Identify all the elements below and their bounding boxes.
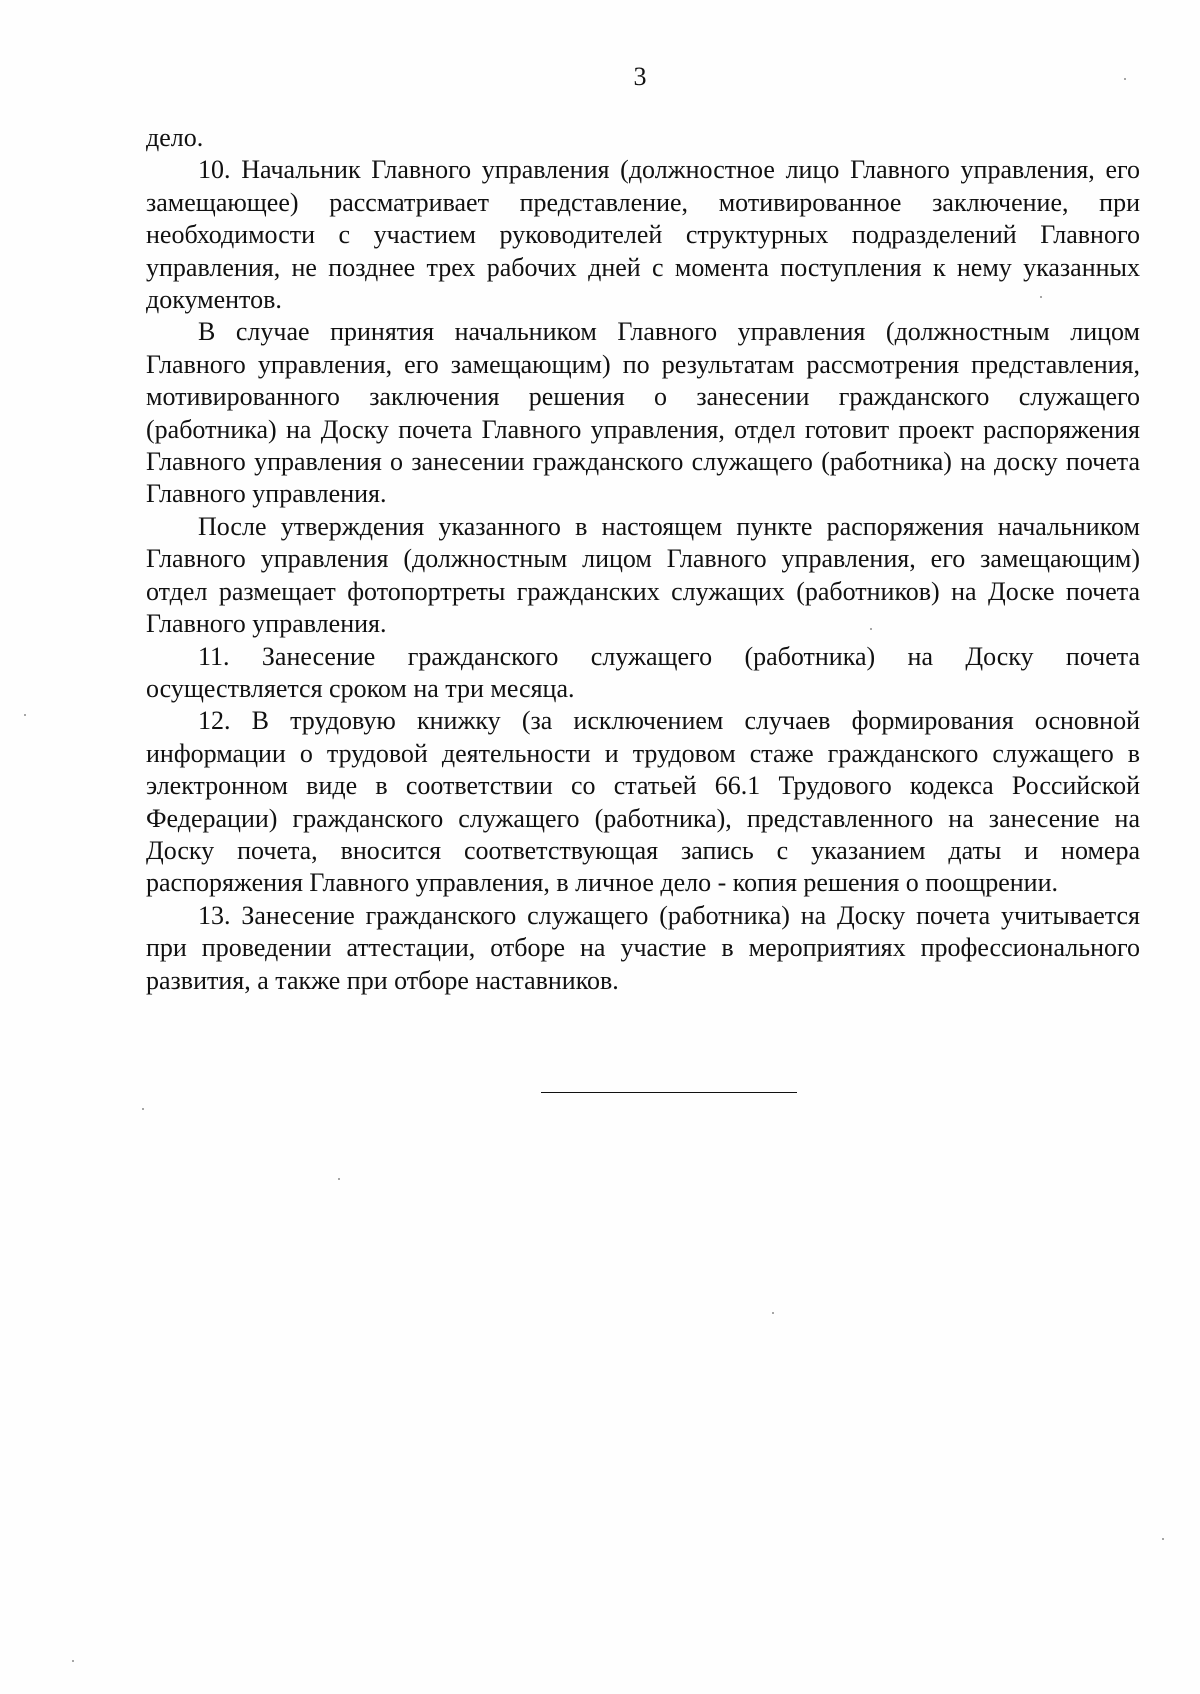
scan-speck: [338, 1178, 340, 1180]
scan-speck: [1040, 296, 1042, 298]
paragraph-continuation: дело.: [146, 123, 204, 152]
paragraph-after-approval: После утверждения указанного в настоящем пункте распоряжения начальником Главного управления (должностным лицом Главного управления, его замещающим) отдел размещает фотопортреты гражданских служащих (работников) на Доске почета Главного управления.: [146, 511, 1140, 639]
paragraph-item-11: 11. Занесение гражданского служащего (работника) на Доску почета осуществляется сроком на три месяца.: [146, 641, 1140, 703]
paragraph-decision: В случае принятия начальником Главного управления (должностным лицом Главного управления, его замещающим) по результатам рассмотрения представления, мотивированного заключения решения о занесении гражданского служащего (работника) на Доску почета Главного управления, отдел готовит проект распоряжения Главного управления о занесении гражданского служащего (работника) на доску почета Главного управления.: [146, 317, 1140, 509]
scan-speck: [870, 628, 872, 630]
scan-speck: [1162, 1538, 1164, 1540]
scan-speck: [772, 1312, 774, 1314]
document-body: [146, 122, 1140, 997]
paragraph-item-10: 10. Начальник Главного управления (должностное лицо Главного управления, его замещающее) рассматривает представление, мотивированное заключение, при необходимости с участием руководителей структурных подразделений Главного управления, не позднее трех рабочих дней с момента поступления к нему указанных документов.: [146, 155, 1140, 315]
scan-speck: [72, 1660, 74, 1662]
page-number: 3: [633, 62, 647, 91]
scan-speck: [24, 714, 26, 716]
scan-speck: [142, 1108, 144, 1110]
scan-speck: [1124, 78, 1126, 80]
closing-rule: [541, 1092, 797, 1093]
paragraph-item-12: 12. В трудовую книжку (за исключением случаев формирования основной информации о трудовой деятельности и трудовом стаже гражданского служащего в электронном виде в соответствии со статьей 66.1 Трудового кодекса Российской Федерации) гражданского служащего (работника), представленного на занесение на Доску почета, вносится соответствующая запись с указанием даты и номера распоряжения Главного управления, в личное дело - копия решения о поощрении.: [146, 706, 1140, 898]
paragraph-item-13: 13. Занесение гражданского служащего (работника) на Доску почета учитывается при проведении аттестации, отборе на участие в мероприятиях профессионального развития, а также при отборе наставников.: [146, 900, 1140, 995]
